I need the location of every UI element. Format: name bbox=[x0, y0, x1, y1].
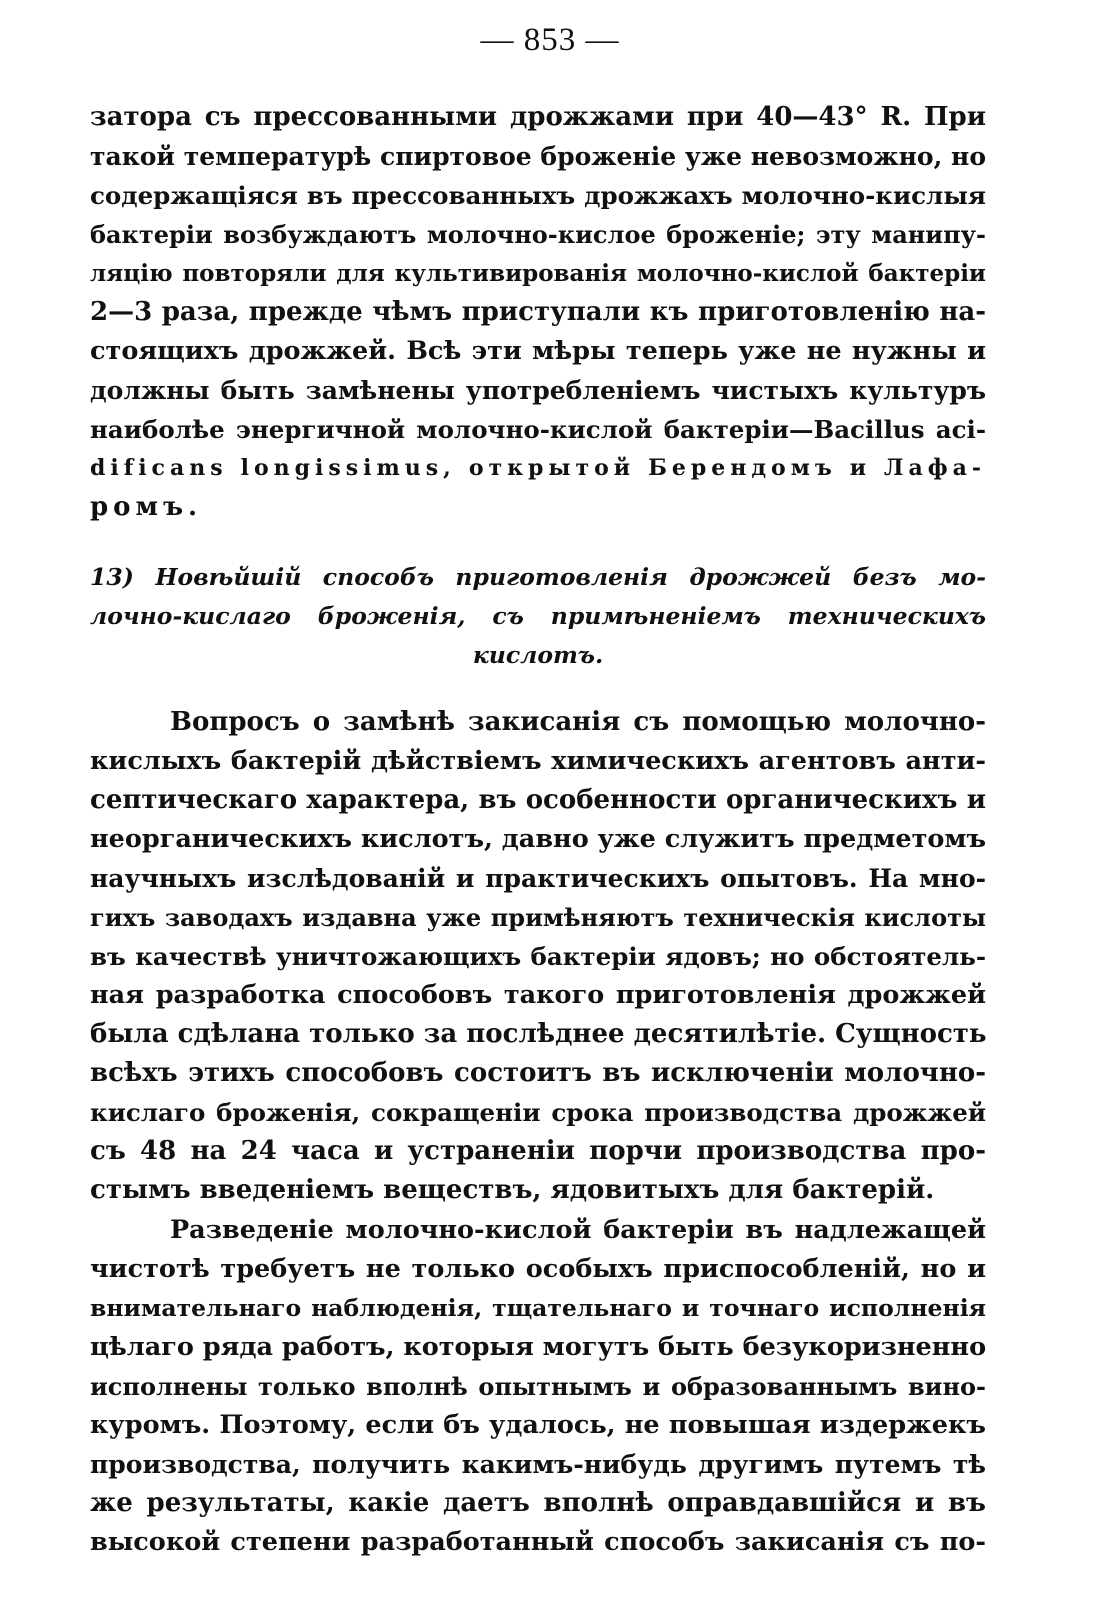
page-number: — 853 — bbox=[480, 22, 620, 58]
text-line: 2—3 раза, прежде чѣмъ приступали къ приготовленію на- bbox=[90, 297, 986, 327]
text-line: Разведеніе молочно-кислой бактеріи въ надлежащей bbox=[170, 1215, 986, 1245]
text-line: ляцію повторяли для культивированія молочно-кислой бактеріи bbox=[90, 260, 986, 287]
paragraph bbox=[90, 703, 986, 1210]
text-line: кислаго броженія, сокращеніи срока производства дрожжей bbox=[90, 1098, 986, 1127]
heading-line: лочно-кислаго броженія, съ примѣненіемъ техническихъ bbox=[90, 602, 986, 630]
text-line: цѣлаго ряда работъ, которыя могутъ быть безукоризненно bbox=[90, 1332, 987, 1362]
paragraph bbox=[90, 1211, 986, 1562]
text-line: септическаго характера, въ особенности органическихъ и bbox=[90, 785, 986, 815]
text-line: съ 48 на 24 часа и устраненіи порчи производства про- bbox=[90, 1136, 986, 1166]
text-line: стоящихъ дрожжей. Всѣ эти мѣры теперь уже не нужны и bbox=[90, 336, 986, 366]
text-line: такой температурѣ спиртовое броженіе уже невозможно, но bbox=[90, 142, 986, 171]
text-line: была сдѣлана только за послѣднее десятилѣтіе. Сущность bbox=[90, 1019, 987, 1049]
heading-line: 13) Новѣйшій способъ приготовленія дрожжей безъ мо- bbox=[90, 563, 986, 591]
text-line: внимательнаго наблюденія, тщательнаго и точнаго исполненія bbox=[90, 1294, 986, 1322]
text-line: неорганическихъ кислотъ, давно уже служитъ предметомъ bbox=[90, 824, 987, 854]
text-line: содержащіяся въ прессованныхъ дрожжахъ молочно-кислыя bbox=[90, 181, 986, 210]
text-line: кислыхъ бактерій дѣйствіемъ химическихъ агентовъ анти- bbox=[90, 746, 986, 776]
text-line: ромъ. bbox=[90, 492, 203, 522]
text-line: исполнены только вполнѣ опытнымъ и образованнымъ вино- bbox=[90, 1372, 986, 1401]
text-line: въ качествѣ уничтожающихъ бактеріи ядовъ; но обстоятель- bbox=[90, 942, 986, 971]
text-line: должны быть замѣнены употребленіемъ чистыхъ культуръ bbox=[90, 376, 986, 405]
text-line: научныхъ изслѣдованій и практическихъ опытовъ. На мно- bbox=[90, 864, 986, 893]
text-line: же результаты, какіе даетъ вполнѣ оправдавшійся и въ bbox=[90, 1488, 986, 1518]
text-line: наиболѣе энергичной молочно-кислой бактеріи—Bacillus aci- bbox=[90, 415, 986, 444]
text-line: затора съ прессованными дрожжами при 40—43° R. При bbox=[90, 102, 986, 132]
text-line: куромъ. Поэтому, если бъ удалось, не повышая издержекъ bbox=[90, 1410, 986, 1440]
text-line: высокой степени разработанный способъ закисанія съ по- bbox=[90, 1527, 986, 1557]
text-line: стымъ введеніемъ веществъ, ядовитыхъ для бактерій. bbox=[90, 1175, 935, 1205]
text-line: чистотѣ требуетъ не только особыхъ приспособленій, но и bbox=[90, 1254, 986, 1284]
paragraph-continuation bbox=[90, 98, 986, 527]
text-line: Вопросъ о замѣнѣ закисанія съ помощью молочно- bbox=[170, 707, 986, 737]
text-line: всѣхъ этихъ способовъ состоитъ въ исключеніи молочно- bbox=[90, 1058, 986, 1088]
section-heading bbox=[90, 558, 986, 675]
text-line: производства, получить какимъ-нибудь другимъ путемъ тѣ bbox=[90, 1450, 986, 1479]
text-line: ная разработка способовъ такого приготовленія дрожжей bbox=[90, 980, 986, 1010]
text-line: гихъ заводахъ издавна уже примѣняютъ техническія кислоты bbox=[90, 903, 986, 932]
heading-line: кислотъ. bbox=[472, 641, 604, 669]
text-line: бактеріи возбуждаютъ молочно-кислое броженіе; эту манипу- bbox=[90, 220, 986, 249]
text-line: dificans longissimus, открытой Берендомъ и Лафа- bbox=[90, 455, 986, 481]
